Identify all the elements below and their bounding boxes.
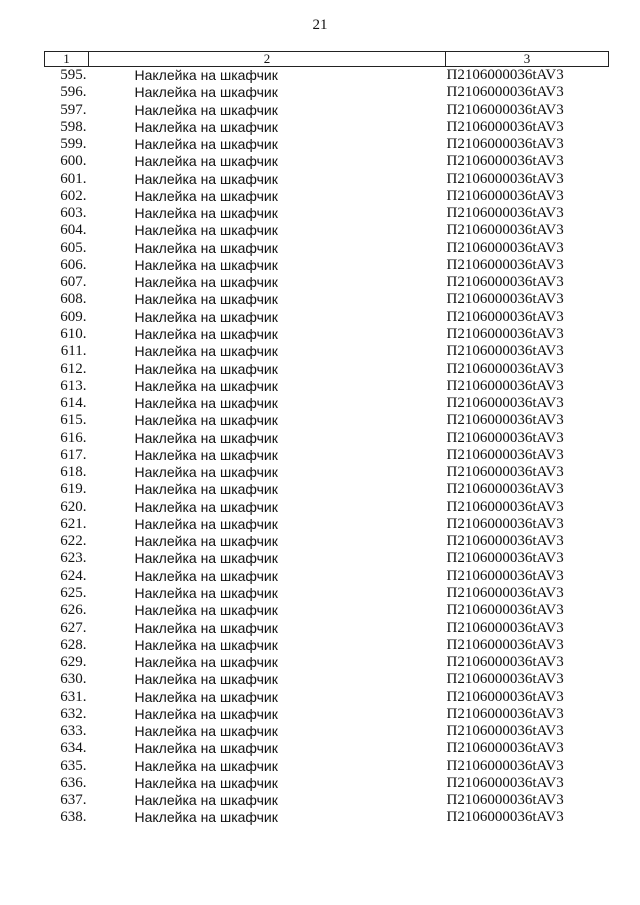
item-code: П2106000036tAV3 bbox=[446, 619, 564, 636]
table-row bbox=[45, 257, 609, 274]
item-code: П2106000036tAV3 bbox=[446, 809, 564, 826]
row-number: 607. bbox=[60, 274, 87, 291]
item-name: Наклейка на шкафчик bbox=[134, 757, 278, 774]
item-name: Наклейка на шкафчик bbox=[134, 412, 278, 429]
item-code: П2106000036tAV3 bbox=[446, 118, 564, 135]
item-name: Наклейка на шкафчик bbox=[134, 446, 278, 463]
item-code: П2106000036tAV3 bbox=[446, 515, 564, 532]
row-number: 626. bbox=[60, 602, 87, 619]
item-code: П2106000036tAV3 bbox=[446, 412, 564, 429]
item-name: Наклейка на шкафчик bbox=[134, 792, 278, 809]
item-name: Наклейка на шкафчик bbox=[134, 705, 278, 722]
table-row bbox=[45, 602, 609, 619]
row-number: 595. bbox=[60, 67, 87, 84]
table-row bbox=[45, 516, 609, 533]
table-row bbox=[45, 291, 609, 308]
item-name: Наклейка на шкафчик bbox=[134, 326, 278, 343]
item-name: Наклейка на шкафчик bbox=[134, 688, 278, 705]
item-code: П2106000036tAV3 bbox=[446, 291, 564, 308]
table-row bbox=[45, 792, 609, 809]
row-number: 629. bbox=[60, 654, 87, 671]
row-number: 636. bbox=[60, 774, 87, 791]
row-number: 602. bbox=[60, 187, 87, 204]
item-name: Наклейка на шкафчик bbox=[134, 291, 278, 308]
item-name: Наклейка на шкафчик bbox=[134, 567, 278, 584]
table-row bbox=[45, 809, 609, 826]
item-code: П2106000036tAV3 bbox=[446, 567, 564, 584]
item-code: П2106000036tAV3 bbox=[446, 740, 564, 757]
row-number: 634. bbox=[60, 740, 87, 757]
table-row bbox=[45, 222, 609, 239]
table-row bbox=[45, 309, 609, 326]
column-header-2: 2 bbox=[89, 52, 446, 67]
table-row bbox=[45, 136, 609, 153]
row-number: 600. bbox=[60, 153, 87, 170]
item-code: П2106000036tAV3 bbox=[446, 688, 564, 705]
row-number: 633. bbox=[60, 723, 87, 740]
row-number: 618. bbox=[60, 464, 87, 481]
table-row bbox=[45, 84, 609, 101]
table-row bbox=[45, 723, 609, 740]
item-code: П2106000036tAV3 bbox=[446, 774, 564, 791]
row-number: 603. bbox=[60, 205, 87, 222]
item-name: Наклейка на шкафчик bbox=[134, 464, 278, 481]
item-code: П2106000036tAV3 bbox=[446, 84, 564, 101]
item-name: Наклейка на шкафчик bbox=[134, 636, 278, 653]
item-name: Наклейка на шкафчик bbox=[134, 395, 278, 412]
table-row bbox=[45, 654, 609, 671]
table-row bbox=[45, 775, 609, 792]
item-code: П2106000036tAV3 bbox=[446, 395, 564, 412]
item-name: Наклейка на шкафчик bbox=[134, 136, 278, 153]
item-code: П2106000036tAV3 bbox=[446, 602, 564, 619]
item-name: Наклейка на шкафчик bbox=[134, 205, 278, 222]
item-name: Наклейка на шкафчик bbox=[134, 671, 278, 688]
row-number: 614. bbox=[60, 395, 87, 412]
row-number: 620. bbox=[60, 498, 87, 515]
table-row bbox=[45, 689, 609, 706]
item-code: П2106000036tAV3 bbox=[446, 326, 564, 343]
item-code: П2106000036tAV3 bbox=[446, 187, 564, 204]
item-name: Наклейка на шкафчик bbox=[134, 809, 278, 826]
items-table bbox=[44, 51, 609, 827]
row-number: 609. bbox=[60, 308, 87, 325]
item-name: Наклейка на шкафчик bbox=[134, 481, 278, 498]
item-name: Наклейка на шкафчик bbox=[134, 101, 278, 118]
row-number: 627. bbox=[60, 619, 87, 636]
item-name: Наклейка на шкафчик bbox=[134, 602, 278, 619]
table-row bbox=[45, 481, 609, 498]
table-row bbox=[45, 188, 609, 205]
table-row bbox=[45, 620, 609, 637]
item-code: П2106000036tAV3 bbox=[446, 446, 564, 463]
item-code: П2106000036tAV3 bbox=[446, 464, 564, 481]
row-number: 601. bbox=[60, 170, 87, 187]
item-code: П2106000036tAV3 bbox=[446, 705, 564, 722]
item-name: Наклейка на шкафчик bbox=[134, 84, 278, 101]
item-name: Наклейка на шкафчик bbox=[134, 170, 278, 187]
item-code: П2106000036tAV3 bbox=[446, 429, 564, 446]
table-row bbox=[45, 240, 609, 257]
item-code: П2106000036tAV3 bbox=[446, 360, 564, 377]
row-number: 598. bbox=[60, 118, 87, 135]
row-number: 612. bbox=[60, 360, 87, 377]
table-row bbox=[45, 343, 609, 360]
table-row bbox=[45, 447, 609, 464]
item-code: П2106000036tAV3 bbox=[446, 585, 564, 601]
row-number: 622. bbox=[60, 533, 87, 550]
row-number: 608. bbox=[60, 291, 87, 308]
item-code: П2106000036tAV3 bbox=[446, 550, 564, 567]
table-row bbox=[45, 533, 609, 550]
item-code: П2106000036tAV3 bbox=[446, 654, 564, 671]
table-row bbox=[45, 758, 609, 775]
item-name: Наклейка на шкафчик bbox=[134, 533, 278, 550]
row-number: 616. bbox=[60, 429, 87, 446]
row-number: 631. bbox=[60, 688, 87, 705]
table-row bbox=[45, 171, 609, 188]
row-number: 621. bbox=[60, 515, 87, 532]
row-number: 624. bbox=[60, 567, 87, 584]
item-code: П2106000036tAV3 bbox=[446, 205, 564, 222]
item-code: П2106000036tAV3 bbox=[446, 481, 564, 498]
table-row bbox=[45, 568, 609, 585]
row-number: 606. bbox=[60, 256, 87, 273]
row-number: 596. bbox=[60, 84, 87, 101]
row-number: 597. bbox=[60, 101, 87, 118]
row-number: 632. bbox=[60, 705, 87, 722]
item-code: П2106000036tAV3 bbox=[446, 101, 564, 118]
row-number: 630. bbox=[60, 671, 87, 688]
table-row bbox=[45, 274, 609, 291]
table-row bbox=[45, 706, 609, 723]
row-number: 628. bbox=[60, 636, 87, 653]
item-name: Наклейка на шкафчик bbox=[134, 308, 278, 325]
item-code: П2106000036tAV3 bbox=[446, 170, 564, 187]
item-code: П2106000036tAV3 bbox=[446, 67, 564, 84]
page-number: 21 bbox=[312, 17, 328, 33]
row-number: 617. bbox=[60, 446, 87, 463]
table-row bbox=[45, 499, 609, 516]
item-name: Наклейка на шкафчик bbox=[134, 274, 278, 291]
row-number: 637. bbox=[60, 792, 87, 809]
item-code: П2106000036tAV3 bbox=[446, 671, 564, 688]
table-header bbox=[45, 52, 609, 67]
row-number: 613. bbox=[60, 377, 87, 394]
column-header-3: 3 bbox=[446, 52, 609, 67]
item-name: Наклейка на шкафчик bbox=[134, 619, 278, 636]
item-code: П2106000036tAV3 bbox=[446, 498, 564, 515]
row-number: 615. bbox=[60, 412, 87, 429]
table-row bbox=[45, 361, 609, 378]
item-code: П2106000036tAV3 bbox=[446, 723, 564, 740]
item-name: Наклейка на шкафчик bbox=[134, 429, 278, 446]
table-row bbox=[45, 740, 609, 757]
item-name: Наклейка на шкафчик bbox=[134, 774, 278, 791]
table-row bbox=[45, 464, 609, 481]
item-name: Наклейка на шкафчик bbox=[134, 256, 278, 273]
item-name: Наклейка на шкафчик bbox=[134, 654, 278, 671]
item-name: Наклейка на шкафчик bbox=[134, 585, 278, 601]
item-code: П2106000036tAV3 bbox=[446, 256, 564, 273]
table-row bbox=[45, 119, 609, 136]
table-row bbox=[45, 326, 609, 343]
row-number: 623. bbox=[60, 550, 87, 567]
item-name: Наклейка на шкафчик bbox=[134, 723, 278, 740]
row-number: 605. bbox=[60, 239, 87, 256]
table-row bbox=[45, 430, 609, 447]
item-code: П2106000036tAV3 bbox=[446, 136, 564, 153]
item-name: Наклейка на шкафчик bbox=[134, 239, 278, 256]
row-number: 611. bbox=[60, 343, 87, 360]
item-name: Наклейка на шкафчик bbox=[134, 343, 278, 360]
item-name: Наклейка на шкафчик bbox=[134, 550, 278, 567]
item-name: Наклейка на шкафчик bbox=[134, 515, 278, 532]
table-row bbox=[45, 585, 609, 602]
table-row bbox=[45, 637, 609, 654]
row-number: 599. bbox=[60, 136, 87, 153]
table-body bbox=[45, 67, 609, 827]
column-header-1: 1 bbox=[45, 52, 89, 67]
item-code: П2106000036tAV3 bbox=[446, 239, 564, 256]
item-name: Наклейка на шкафчик bbox=[134, 118, 278, 135]
table-row bbox=[45, 378, 609, 395]
item-code: П2106000036tAV3 bbox=[446, 222, 564, 239]
item-code: П2106000036tAV3 bbox=[446, 308, 564, 325]
table-row bbox=[45, 550, 609, 567]
table-row bbox=[45, 67, 609, 85]
item-code: П2106000036tAV3 bbox=[446, 636, 564, 653]
row-number: 610. bbox=[60, 326, 87, 343]
item-name: Наклейка на шкафчик bbox=[134, 222, 278, 239]
item-code: П2106000036tAV3 bbox=[446, 533, 564, 550]
item-name: Наклейка на шкафчик bbox=[134, 153, 278, 170]
item-code: П2106000036tAV3 bbox=[446, 792, 564, 809]
item-name: Наклейка на шкафчик bbox=[134, 187, 278, 204]
item-name: Наклейка на шкафчик bbox=[134, 498, 278, 515]
item-name: Наклейка на шкафчик bbox=[134, 740, 278, 757]
row-number: 635. bbox=[60, 757, 87, 774]
item-code: П2106000036tAV3 bbox=[446, 153, 564, 170]
table-row bbox=[45, 412, 609, 429]
item-name: Наклейка на шкафчик bbox=[134, 360, 278, 377]
item-code: П2106000036tAV3 bbox=[446, 757, 564, 774]
row-number: 604. bbox=[60, 222, 87, 239]
row-number: 625. bbox=[60, 585, 87, 601]
table-row bbox=[45, 153, 609, 170]
table-row bbox=[45, 395, 609, 412]
header-row bbox=[45, 52, 609, 67]
item-name: Наклейка на шкафчик bbox=[134, 377, 278, 394]
item-name: Наклейка на шкафчик bbox=[134, 67, 278, 84]
table-row bbox=[45, 205, 609, 222]
table-row bbox=[45, 671, 609, 688]
row-number: 619. bbox=[60, 481, 87, 498]
row-number: 638. bbox=[60, 809, 87, 826]
item-code: П2106000036tAV3 bbox=[446, 377, 564, 394]
table-row bbox=[45, 102, 609, 119]
item-code: П2106000036tAV3 bbox=[446, 343, 564, 360]
item-code: П2106000036tAV3 bbox=[446, 274, 564, 291]
